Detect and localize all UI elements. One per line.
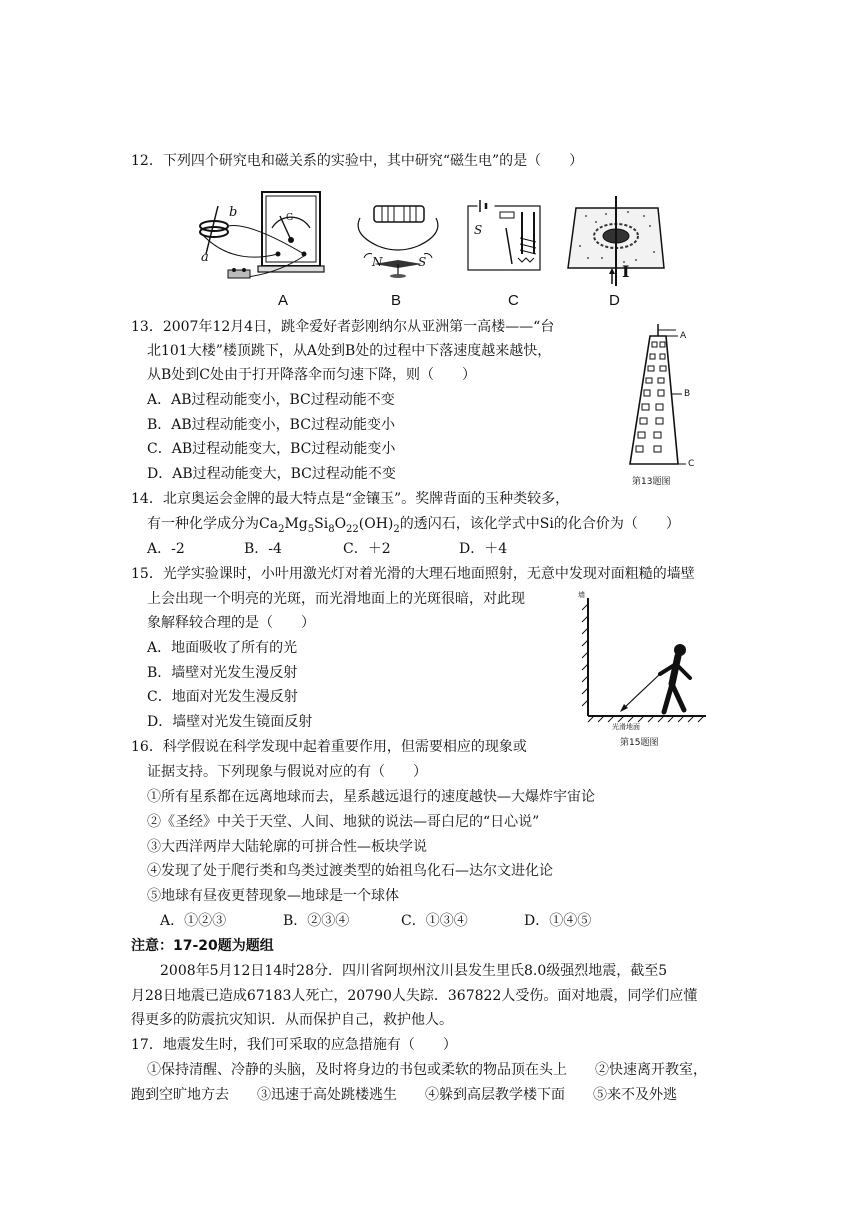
q14-option-b: B．-4 (244, 541, 282, 557)
q12-figure-b (348, 198, 448, 278)
q13-line-3: 从B处到C处由于打开降落伞而匀速下降，则（ ） (147, 367, 476, 383)
q14-option-d: D．＋4 (459, 541, 508, 557)
q15-fig-wall-label: 墙 (578, 591, 585, 599)
q16-item-1: ①所有星系都在远离地球而去，星系越远退行的速度越快—大爆炸宇宙论 (147, 789, 595, 805)
q14-formula-sub-o: 22 (346, 523, 359, 535)
q13-line-2: 北101大楼”楼顶跳下，从A处到B处的过程中下落速度越来越快， (147, 343, 552, 359)
q16-item-5: ⑤地球有昼夜更替现象—地球是一个球体 (147, 888, 399, 904)
q14-formula-o: O (334, 516, 347, 532)
q13-option-d: D．AB过程动能变大，BC过程动能不变 (147, 466, 396, 482)
q15-fig-floor-label: 光滑地面 (612, 723, 640, 731)
q17-line-1: ①保持清醒、冷静的头脑，及时将身边的书包或柔软的物品顶在头上 ②快速离开教室， (147, 1062, 707, 1078)
q15-laser-figure (580, 590, 710, 730)
q13-option-c: C．AB过程动能变大，BC过程动能变小 (147, 441, 396, 457)
q16-item-4: ④发现了处于爬行类和鸟类过渡类型的始祖鸟化石—达尔文进化论 (147, 863, 553, 879)
q13-fig-point-a: A (680, 331, 687, 341)
q13-option-a: A．AB过程动能变小，BC过程动能不变 (147, 392, 395, 408)
q14-line-2-post: 的透闪石，该化学式中Si的化合价为（ ） (399, 516, 680, 532)
q15-option-a: A．地面吸收了所有的光 (147, 640, 298, 656)
q12-label-c: C (508, 292, 519, 309)
q13-fig-point-b: B (684, 389, 691, 399)
q12-fig-a-letter-b: b (229, 205, 238, 220)
q12-fig-d-letter-i: I (622, 262, 630, 281)
q13-fig-caption: 第13题图 (632, 477, 671, 487)
q13-line-1: 13．2007年12月4日，跳伞爱好者彭刚纳尔从亚洲第一高楼——“台 (131, 319, 555, 335)
note-para-line-1: 2008年5月12日14时28分．四川省阿坝州汶川县发生里氏8.0级强烈地震，截至5 (160, 963, 668, 979)
q16-option-a: A．①②③ (160, 913, 227, 929)
note-para-line-2: 月28日地震已造成67183人死亡，20790人失踪．367822人受伤。面对地震，同学们应懂 (131, 988, 698, 1004)
q12-fig-b-letter-n: N (372, 255, 383, 269)
q13-option-b: B．AB过程动能变小，BC过程动能变小 (147, 417, 395, 433)
q12-figure-a (190, 186, 335, 286)
q13-fig-point-c: C (688, 459, 695, 469)
q16-line-2: 证据支持。下列现象与假说对应的有（ ） (147, 764, 427, 780)
q14-line-1: 14．北京奥运会金牌的最大特点是“金镶玉”。奖牌背面的玉种类较多， (131, 491, 570, 507)
q16-item-2: ②《圣经》中关于天堂、人间、地狱的说法—哥白尼的“日心说” (147, 814, 540, 830)
q14-formula-sub-oh: 2 (393, 523, 400, 535)
q17-stem: 17．地震发生时，我们可采取的应急措施有（ ） (131, 1037, 457, 1053)
q15-fig-caption: 第15题图 (620, 738, 659, 748)
q15-option-c: C．地面对光发生漫反射 (147, 689, 298, 705)
q12-label-d: D (609, 292, 620, 309)
q15-line-2: 上会出现一个明亮的光斑，而光滑地面上的光斑很暗，对此现 (147, 591, 525, 607)
q12-label-a: A (278, 292, 289, 309)
q14-formula-sub-mg: 5 (307, 523, 315, 535)
q12-label-b: B (391, 292, 402, 309)
q14-option-a: A．-2 (147, 541, 185, 557)
q14-formula-sub-si: 8 (328, 523, 335, 535)
q14-formula-sub-ca: 2 (278, 523, 285, 535)
q12-stem: 12．下列四个研究电和磁关系的实验中，其中研究“磁生电”的是（ ） (131, 153, 584, 169)
q15-option-d: D．墙壁对光发生镜面反射 (147, 714, 313, 730)
q12-fig-a-letter-g: G (286, 213, 294, 223)
q15-option-b: B．墙壁对光发生漫反射 (147, 665, 298, 681)
q14-formula-mg: Mg (284, 516, 308, 532)
q14-formula-si: Si (314, 516, 329, 532)
q12-figure-d (566, 196, 666, 286)
q14-option-c: C．＋2 (343, 541, 391, 557)
q12-fig-c-letter-s: S (474, 223, 483, 237)
note-para-line-3: 得更多的防震抗灾知识．从而保护自己，救护他人。 (131, 1012, 453, 1028)
q16-option-d: D．①④⑤ (524, 913, 592, 929)
q12-fig-b-letter-s: S (418, 255, 427, 269)
q16-line-1: 16．科学假说在科学发现中起着重要作用，但需要相应的现象或 (131, 739, 527, 755)
q14-formula-oh: (OH) (358, 516, 394, 532)
note-title: 注意：17-20题为题组 (131, 938, 274, 954)
q14-line-2-pre: 有一种化学成分为Ca (147, 516, 279, 532)
q15-line-3: 象解释较合理的是（ ） (147, 615, 315, 631)
q14-line-2 (147, 514, 680, 540)
q17-line-2: 跑到空旷地方去 ③迅速于高处跳楼逃生 ④躲到高层教学楼下面 ⑤来不及外逃 (131, 1087, 677, 1103)
q15-line-1: 15．光学实验课时，小叶用激光灯对着光滑的大理石地面照射，无意中发现对面粗糙的墙壁 (131, 566, 695, 582)
q16-option-c: C．①③④ (401, 913, 468, 929)
q16-item-3: ③大西洋两岸大陆轮廓的可拼合性—板块学说 (147, 839, 427, 855)
q16-option-b: B．②③④ (283, 913, 350, 929)
q12-fig-a-letter-a: a (201, 250, 209, 265)
